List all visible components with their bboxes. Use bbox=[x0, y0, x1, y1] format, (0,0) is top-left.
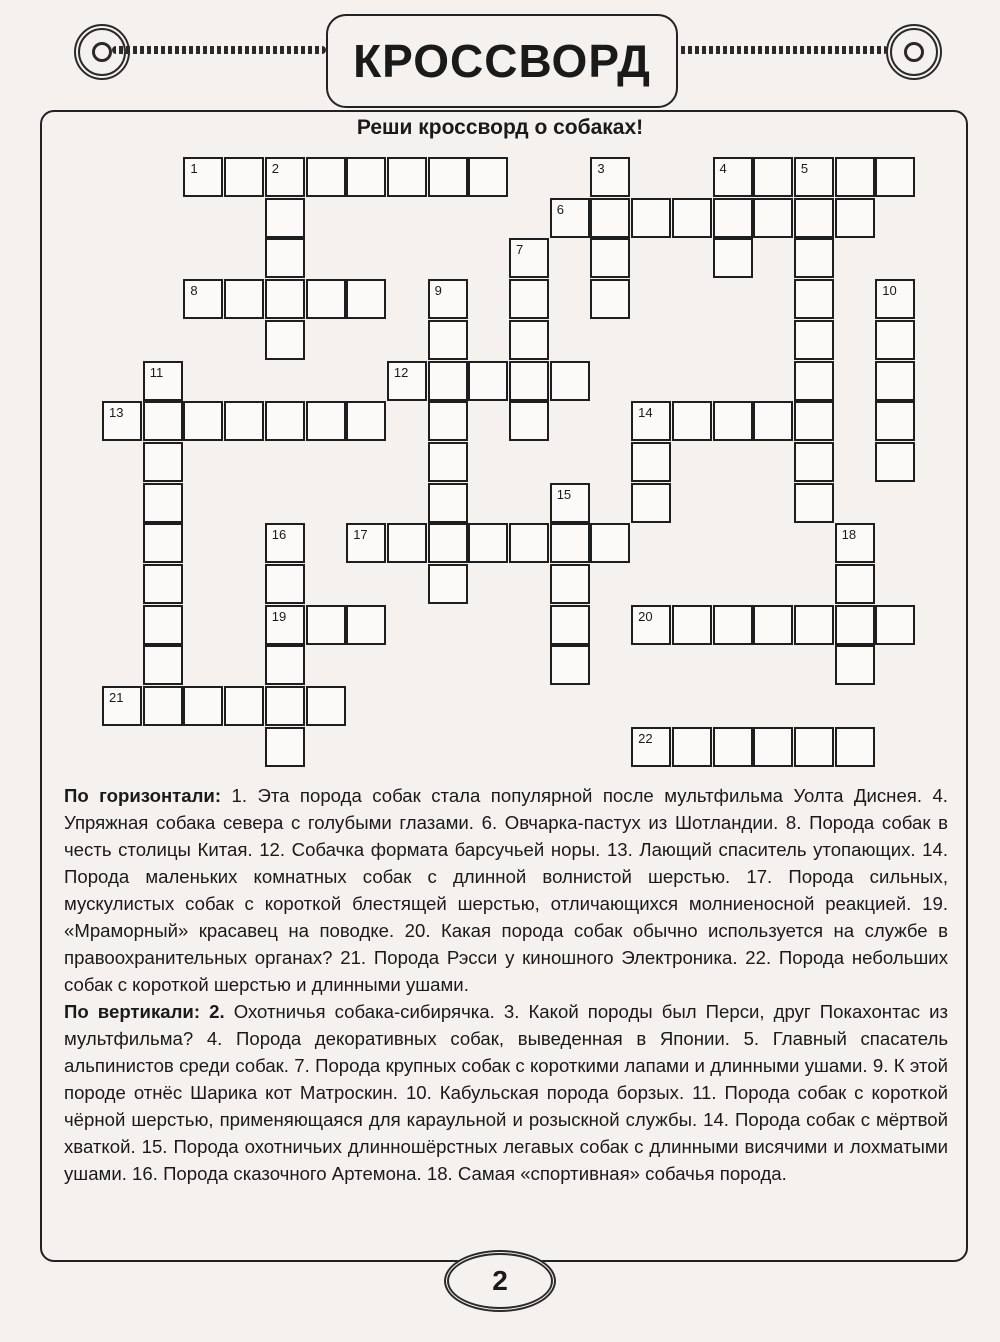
crossword-cell bbox=[306, 279, 346, 319]
crossword-cell bbox=[631, 401, 671, 441]
crossword-cell bbox=[509, 523, 549, 563]
crossword-cell bbox=[794, 727, 834, 767]
clues-across-text: 1. Эта порода собак стала популярной после мультфильма Уолта Диснея. 4. Упряжная собака севера с голубыми глазами. 6. Овчарка-пастух из Шотландии. 8. Порода собак в честь столицы Китая. 12. Собачка формата барсучьей норы. 13. Лающий спаситель утопающих. 14. Порода маленьких комнатных собак с длинной волнистой шерстью. 17. Порода сильных, мускулистых собак с короткой блестящей шерстью, отличающихся молниеносной реакцией. 19. «Мраморный» красавец на поводке. 20. Какая порода собак обычно используется на службе в правоохранительных органах? 21. Порода Рэсси у киношного Электроника. 22. Порода небольших собак с короткой шерстью и длинными ушами. bbox=[64, 785, 948, 995]
crossword-cell bbox=[143, 564, 183, 604]
clues-across-label: По горизонтали: bbox=[64, 785, 222, 806]
crossword-cell bbox=[306, 157, 346, 197]
crossword-cell bbox=[102, 686, 142, 726]
crossword-number: 16 bbox=[271, 527, 287, 543]
crossword-number: 11 bbox=[149, 364, 164, 380]
crossword-number: 9 bbox=[434, 283, 442, 299]
clues-down bbox=[64, 998, 948, 1187]
crossword-number: 19 bbox=[271, 608, 287, 624]
crossword-cell bbox=[428, 320, 468, 360]
crossword-cell bbox=[387, 157, 427, 197]
crossword-cell bbox=[550, 198, 590, 238]
clues-down-label: По вертикали: 2. bbox=[64, 1001, 225, 1022]
crossword-number: 5 bbox=[800, 161, 809, 176]
crossword-cell bbox=[143, 442, 183, 482]
crossword-cell bbox=[143, 483, 183, 523]
crossword-cell bbox=[428, 361, 468, 401]
crossword-cell bbox=[550, 564, 590, 604]
crossword-cell bbox=[835, 523, 875, 563]
crossword-cell bbox=[794, 320, 834, 360]
crossword-number: 6 bbox=[556, 201, 564, 217]
crossword-cell bbox=[713, 401, 753, 441]
crossword-number: 14 bbox=[638, 405, 653, 421]
crossword-cell bbox=[265, 564, 305, 604]
crossword-cell bbox=[265, 157, 305, 197]
crossword-cell bbox=[265, 198, 305, 238]
crossword-number: 1 bbox=[190, 161, 198, 176]
crossword-cell bbox=[794, 198, 834, 238]
crossword-cell bbox=[224, 157, 264, 197]
crossword-cell bbox=[509, 238, 549, 278]
page-title: КРОССВОРД bbox=[326, 14, 678, 108]
crossword-number: 3 bbox=[597, 161, 605, 176]
crossword-cell bbox=[875, 279, 915, 319]
crossword-cell bbox=[428, 157, 468, 197]
clues-down-text: Охотничья собака-сибирячка. 3. Какой породы был Перси, друг Покахонтас из мультфильма? 4. Порода декоративных собак, выведенная в Японии. 5. Главный спасатель альпинистов среди собак. 7. Порода крупных собак с короткими лапами и длинными ушами. 9. К этой породе отнёс Шарика кот Матроскин. 10. Кабульская порода борзых. 11. Порода собак с короткой чёрной шерстью, применяющаяся для караульной и розыскной службы. 14. Порода собак с мёртвой хваткой. 15. Порода охотничьих длинношёрстных легавых собак с длинными висячими и лохматыми ушами. 16. Порода сказочного Артемона. 18. Самая «спортивная» собачья порода. bbox=[64, 1001, 948, 1184]
crossword-cell bbox=[428, 279, 468, 319]
crossword-cell bbox=[183, 279, 223, 319]
crossword-cell bbox=[509, 320, 549, 360]
crossword-cell bbox=[224, 401, 264, 441]
crossword-cell bbox=[306, 686, 346, 726]
crossword-cell bbox=[183, 686, 223, 726]
crossword-cell bbox=[631, 483, 671, 523]
crossword-cell bbox=[713, 605, 753, 645]
crossword-cell bbox=[794, 483, 834, 523]
crossword-cell bbox=[183, 157, 223, 197]
crossword-cell bbox=[306, 401, 346, 441]
crossword-cell bbox=[794, 238, 834, 278]
crossword-cell bbox=[794, 442, 834, 482]
crossword-cell bbox=[631, 442, 671, 482]
crossword-cell bbox=[265, 645, 305, 685]
crossword-cell bbox=[631, 198, 671, 238]
crossword-cell bbox=[713, 727, 753, 767]
crossword-cell bbox=[102, 401, 142, 441]
crossword-cell bbox=[183, 401, 223, 441]
crossword-cell bbox=[468, 361, 508, 401]
crossword-cell bbox=[346, 605, 386, 645]
crossword-cell bbox=[875, 442, 915, 482]
crossword-cell bbox=[550, 645, 590, 685]
crossword-cell bbox=[794, 157, 834, 197]
crossword-cell bbox=[468, 523, 508, 563]
crossword-cell bbox=[428, 523, 468, 563]
crossword-cell bbox=[875, 401, 915, 441]
crossword-cell bbox=[509, 401, 549, 441]
crossword-cell bbox=[631, 605, 671, 645]
crossword-cell bbox=[590, 279, 630, 319]
crossword-cell bbox=[346, 279, 386, 319]
crossword-cell bbox=[509, 279, 549, 319]
crossword-cell bbox=[143, 686, 183, 726]
crossword-cell bbox=[346, 157, 386, 197]
crossword-cell bbox=[835, 727, 875, 767]
crossword-number: 22 bbox=[638, 730, 653, 746]
crossword-cell bbox=[590, 198, 630, 238]
crossword-cell bbox=[428, 401, 468, 441]
crossword-cell bbox=[672, 727, 712, 767]
clues-across bbox=[64, 782, 948, 998]
crossword-cell bbox=[631, 727, 671, 767]
crossword-cell bbox=[265, 238, 305, 278]
crossword-cell bbox=[346, 523, 386, 563]
crossword-number: 20 bbox=[638, 608, 653, 624]
crossword-cell bbox=[346, 401, 386, 441]
crossword-cell bbox=[835, 605, 875, 645]
crossword-cell bbox=[835, 645, 875, 685]
crossword-cell bbox=[875, 361, 915, 401]
crossword-cell bbox=[590, 523, 630, 563]
crossword-cell bbox=[713, 157, 753, 197]
crossword-cell bbox=[875, 157, 915, 197]
crossword-cell bbox=[265, 523, 305, 563]
crossword-cell bbox=[265, 727, 305, 767]
crossword-cell bbox=[306, 605, 346, 645]
crossword-cell bbox=[224, 279, 264, 319]
crossword-cell bbox=[224, 686, 264, 726]
crossword-number: 18 bbox=[841, 527, 857, 543]
crossword-cell bbox=[265, 605, 305, 645]
crossword-number: 7 bbox=[516, 242, 524, 258]
crossword-cell bbox=[387, 523, 427, 563]
crossword-cell bbox=[835, 198, 875, 238]
crossword-cell bbox=[713, 238, 753, 278]
crossword-cell bbox=[794, 279, 834, 319]
crossword-cell bbox=[428, 564, 468, 604]
crossword-cell bbox=[590, 238, 630, 278]
crossword-number: 13 bbox=[109, 405, 124, 421]
crossword-cell bbox=[265, 401, 305, 441]
crossword-cell bbox=[550, 361, 590, 401]
crossword-cell bbox=[794, 401, 834, 441]
crossword-cell bbox=[143, 605, 183, 645]
clues-block bbox=[64, 782, 948, 1187]
crossword-cell bbox=[143, 523, 183, 563]
crossword-number: 4 bbox=[719, 161, 727, 176]
crossword-cell bbox=[753, 198, 793, 238]
crossword-cell bbox=[550, 483, 590, 523]
crossword-cell bbox=[590, 157, 630, 197]
crossword-cell bbox=[753, 401, 793, 441]
crossword-cell bbox=[265, 279, 305, 319]
crossword-cell bbox=[265, 320, 305, 360]
crossword-cell bbox=[794, 361, 834, 401]
crossword-cell bbox=[428, 442, 468, 482]
crossword-number: 21 bbox=[109, 690, 124, 706]
crossword-number: 17 bbox=[353, 527, 368, 543]
crossword-cell bbox=[875, 605, 915, 645]
crossword-cell bbox=[509, 361, 549, 401]
crossword-cell bbox=[143, 645, 183, 685]
crossword-cell bbox=[265, 686, 305, 726]
crossword-cell bbox=[387, 361, 427, 401]
crossword-cell bbox=[713, 198, 753, 238]
crossword-number: 15 bbox=[556, 486, 572, 502]
crossword-cell bbox=[550, 523, 590, 563]
crossword-cell bbox=[835, 157, 875, 197]
crossword-subtitle: Реши кроссворд о собаках! bbox=[356, 116, 644, 139]
crossword-cell bbox=[753, 727, 793, 767]
crossword-cell bbox=[428, 483, 468, 523]
crossword-cell bbox=[835, 564, 875, 604]
crossword-cell bbox=[672, 198, 712, 238]
crossword-number: 12 bbox=[393, 364, 409, 380]
crossword-cell bbox=[143, 401, 183, 441]
crossword-cell bbox=[143, 361, 183, 401]
crossword-number: 2 bbox=[271, 161, 280, 176]
crossword-number: 10 bbox=[882, 283, 897, 299]
crossword-cell bbox=[875, 320, 915, 360]
crossword-cell bbox=[794, 605, 834, 645]
page-number: 2 bbox=[444, 1250, 556, 1312]
crossword-cell bbox=[753, 157, 793, 197]
crossword-number: 8 bbox=[190, 283, 198, 299]
crossword-cell bbox=[672, 401, 712, 441]
crossword-cell bbox=[550, 605, 590, 645]
crossword-cell bbox=[753, 605, 793, 645]
crossword-cell bbox=[468, 157, 508, 197]
crossword-cell bbox=[672, 605, 712, 645]
